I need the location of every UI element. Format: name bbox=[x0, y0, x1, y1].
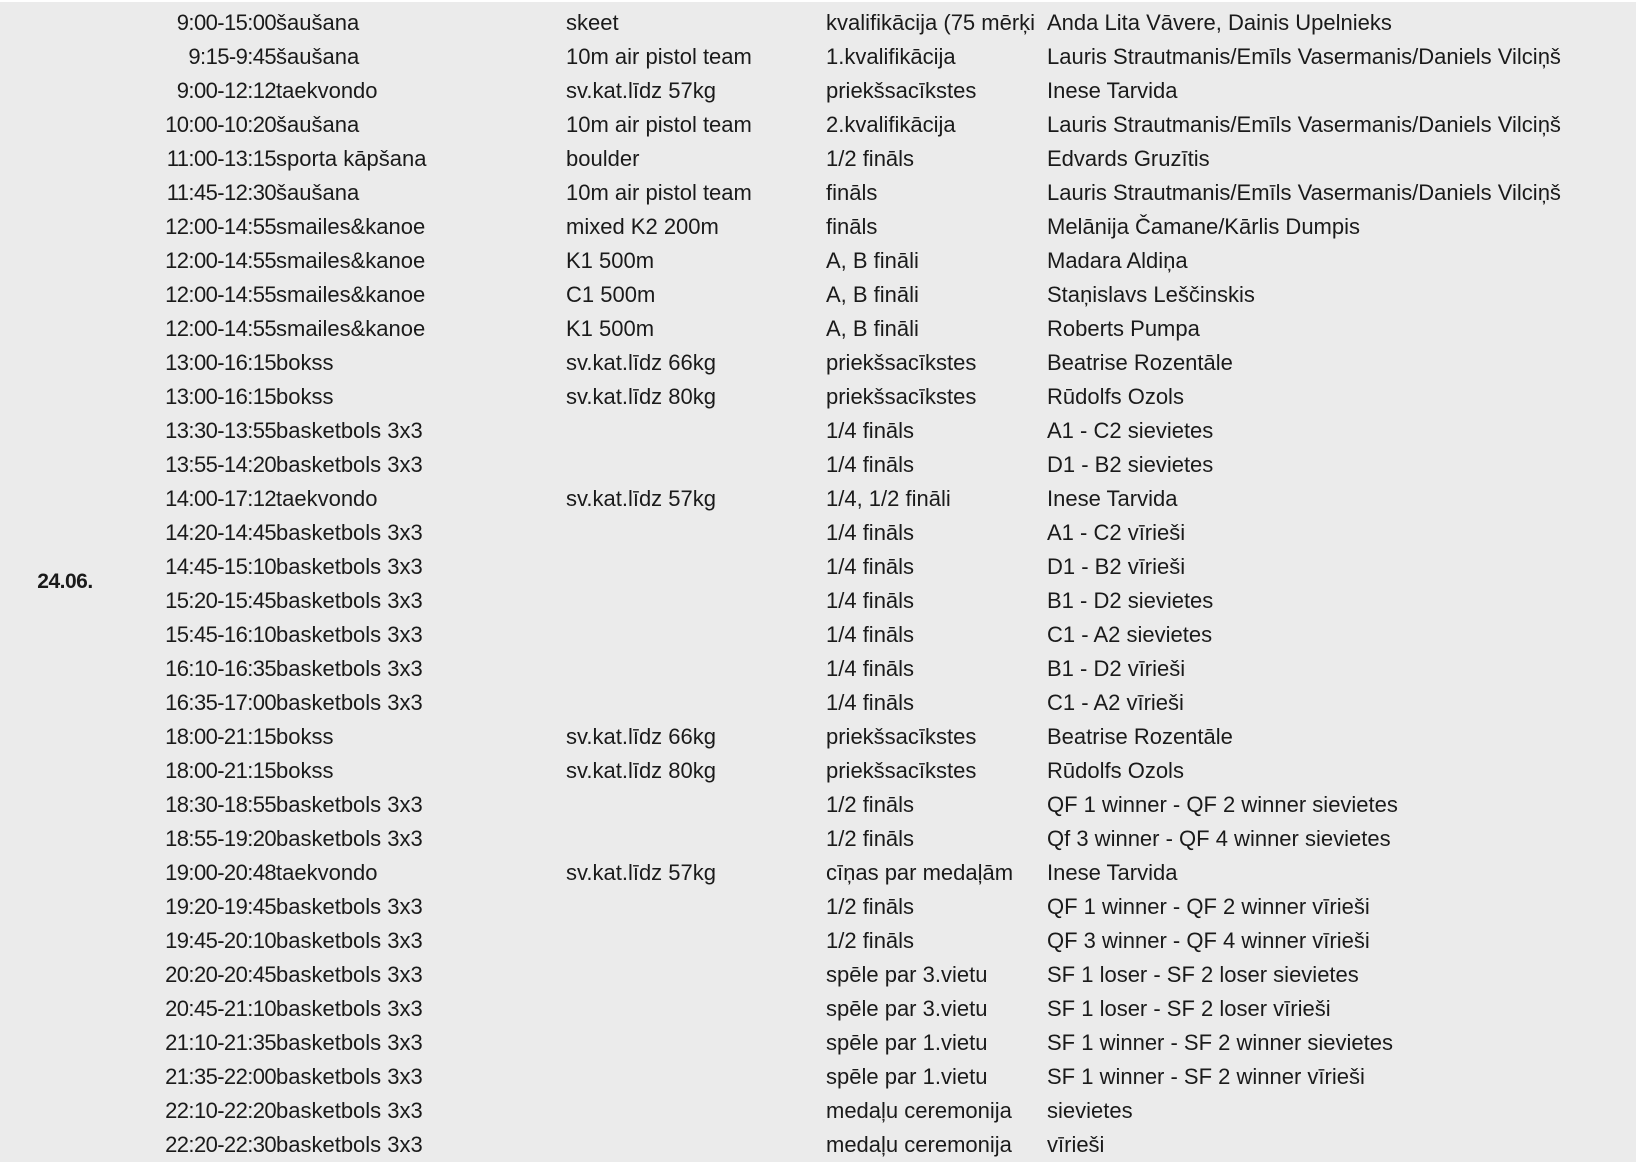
time-cell: 12:00-14:55 bbox=[165, 316, 276, 341]
discipline-cell bbox=[566, 550, 826, 584]
athlete-cell: C1 - A2 sievietes bbox=[1047, 622, 1213, 647]
athlete-cell: QF 1 winner - QF 2 winner sievietes bbox=[1047, 792, 1398, 817]
stage-cell: spēle par 1.vietu bbox=[826, 1030, 988, 1055]
time-cell: 18:00-21:15 bbox=[165, 758, 276, 783]
sport-cell: basketbols 3x3 bbox=[276, 962, 423, 987]
discipline-cell: mixed K2 200m bbox=[566, 214, 719, 239]
discipline-cell: sv.kat.līdz 80kg bbox=[566, 384, 716, 409]
discipline-cell: C1 500m bbox=[566, 282, 656, 307]
stage-cell: 1/2 fināls bbox=[826, 826, 915, 851]
schedule-body bbox=[130, 6, 1636, 1162]
time-cell: 14:00-17:12 bbox=[165, 486, 276, 511]
stage-cell: priekšsacīkstes bbox=[826, 384, 977, 409]
table-row bbox=[130, 890, 1636, 924]
table-row bbox=[130, 278, 1636, 312]
stage-cell: 1/2 fināls bbox=[826, 928, 915, 953]
athlete-cell: B1 - D2 vīrieši bbox=[1047, 656, 1186, 681]
time-cell: 19:00-20:48 bbox=[165, 860, 276, 885]
stage-cell: 1/2 fināls bbox=[826, 146, 915, 171]
stage-cell: A, B fināli bbox=[826, 248, 919, 273]
sport-cell: smailes&kanoe bbox=[276, 214, 426, 239]
table-row bbox=[130, 584, 1636, 618]
stage-cell: 1/4 fināls bbox=[826, 418, 915, 443]
time-cell: 22:10-22:20 bbox=[165, 1098, 276, 1123]
time-cell: 15:45-16:10 bbox=[165, 622, 276, 647]
time-cell: 9:00-15:00 bbox=[176, 10, 276, 35]
sport-cell: basketbols 3x3 bbox=[276, 520, 423, 545]
table-row bbox=[130, 1094, 1636, 1128]
discipline-cell bbox=[566, 414, 826, 448]
stage-cell: medaļu ceremonija bbox=[826, 1132, 1012, 1157]
time-cell: 14:20-14:45 bbox=[165, 520, 276, 545]
stage-cell: A, B fināli bbox=[826, 316, 919, 341]
time-cell: 16:35-17:00 bbox=[165, 690, 276, 715]
time-cell: 14:45-15:10 bbox=[165, 554, 276, 579]
sport-cell: šaušana bbox=[276, 180, 360, 205]
table-row bbox=[130, 686, 1636, 720]
time-cell: 11:45-12:30 bbox=[166, 180, 276, 205]
table-row bbox=[130, 754, 1636, 788]
athlete-cell: C1 - A2 vīrieši bbox=[1047, 690, 1184, 715]
schedule-table bbox=[130, 6, 1636, 1162]
discipline-cell: sv.kat.līdz 66kg bbox=[566, 724, 716, 749]
athlete-cell: Inese Tarvida bbox=[1047, 78, 1178, 103]
sport-cell: smailes&kanoe bbox=[276, 248, 426, 273]
discipline-cell bbox=[566, 992, 826, 1026]
time-cell: 18:55-19:20 bbox=[165, 826, 276, 851]
discipline-cell bbox=[566, 958, 826, 992]
discipline-cell: skeet bbox=[566, 10, 619, 35]
time-cell: 10:00-10:20 bbox=[165, 112, 276, 137]
athlete-cell: SF 1 loser - SF 2 loser sievietes bbox=[1047, 962, 1359, 987]
table-row bbox=[130, 176, 1636, 210]
sport-cell: basketbols 3x3 bbox=[276, 1064, 423, 1089]
athlete-cell: SF 1 winner - SF 2 winner sievietes bbox=[1047, 1030, 1394, 1055]
discipline-cell bbox=[566, 822, 826, 856]
time-cell: 13:55-14:20 bbox=[165, 452, 276, 477]
athlete-cell: Beatrise Rozentāle bbox=[1047, 724, 1233, 749]
sport-cell: bokss bbox=[276, 350, 334, 375]
table-row bbox=[130, 6, 1636, 40]
time-cell: 11:00-13:15 bbox=[166, 146, 276, 171]
table-row bbox=[130, 1060, 1636, 1094]
sport-cell: bokss bbox=[276, 758, 334, 783]
athlete-cell: Inese Tarvida bbox=[1047, 860, 1178, 885]
discipline-cell bbox=[566, 584, 826, 618]
sport-cell: smailes&kanoe bbox=[276, 282, 426, 307]
table-row bbox=[130, 346, 1636, 380]
sport-cell: bokss bbox=[276, 724, 334, 749]
sport-cell: basketbols 3x3 bbox=[276, 894, 423, 919]
athlete-cell: Inese Tarvida bbox=[1047, 486, 1178, 511]
stage-cell: cīņas par medaļām bbox=[826, 860, 1014, 885]
sport-cell: bokss bbox=[276, 384, 334, 409]
time-cell: 20:20-20:45 bbox=[165, 962, 276, 987]
schedule-sheet bbox=[0, 2, 1636, 1162]
stage-cell: medaļu ceremonija bbox=[826, 1098, 1012, 1123]
athlete-cell: Rūdolfs Ozols bbox=[1047, 384, 1184, 409]
sport-cell: šaušana bbox=[276, 112, 360, 137]
discipline-cell: sv.kat.līdz 66kg bbox=[566, 350, 716, 375]
table-row bbox=[130, 108, 1636, 142]
discipline-cell bbox=[566, 686, 826, 720]
stage-cell: 1/2 fināls bbox=[826, 792, 915, 817]
time-cell: 21:10-21:35 bbox=[165, 1030, 276, 1055]
stage-cell: 1/4 fināls bbox=[826, 452, 915, 477]
stage-cell: fināls bbox=[826, 180, 878, 205]
table-row bbox=[130, 822, 1636, 856]
table-row bbox=[130, 40, 1636, 74]
sport-cell: šaušana bbox=[276, 10, 360, 35]
discipline-cell: K1 500m bbox=[566, 248, 655, 273]
time-cell: 18:30-18:55 bbox=[165, 792, 276, 817]
discipline-cell bbox=[566, 924, 826, 958]
athlete-cell: B1 - D2 sievietes bbox=[1047, 588, 1214, 613]
stage-cell: spēle par 3.vietu bbox=[826, 962, 988, 987]
athlete-cell: Qf 3 winner - QF 4 winner sievietes bbox=[1047, 826, 1391, 851]
sport-cell: smailes&kanoe bbox=[276, 316, 426, 341]
sport-cell: basketbols 3x3 bbox=[276, 928, 423, 953]
sport-cell: basketbols 3x3 bbox=[276, 452, 423, 477]
table-row bbox=[130, 618, 1636, 652]
discipline-cell: 10m air pistol team bbox=[566, 112, 752, 137]
table-row bbox=[130, 720, 1636, 754]
athlete-cell: SF 1 loser - SF 2 loser vīrieši bbox=[1047, 996, 1331, 1021]
discipline-cell bbox=[566, 652, 826, 686]
athlete-cell: A1 - C2 vīrieši bbox=[1047, 520, 1186, 545]
table-row bbox=[130, 244, 1636, 278]
discipline-cell bbox=[566, 890, 826, 924]
table-row bbox=[130, 958, 1636, 992]
table-row bbox=[130, 414, 1636, 448]
sport-cell: taekvondo bbox=[276, 860, 378, 885]
time-cell: 21:35-22:00 bbox=[165, 1064, 276, 1089]
discipline-cell bbox=[566, 516, 826, 550]
athlete-cell: Melānija Čamane/Kārlis Dumpis bbox=[1047, 214, 1361, 239]
athlete-cell: Lauris Strautmanis/Emīls Vasermanis/Daniels Vilciņš bbox=[1047, 112, 1561, 137]
sport-cell: taekvondo bbox=[276, 78, 378, 103]
discipline-cell: boulder bbox=[566, 146, 640, 171]
stage-cell: priekšsacīkstes bbox=[826, 350, 977, 375]
table-row bbox=[130, 380, 1636, 414]
table-row bbox=[130, 788, 1636, 822]
table-row bbox=[130, 992, 1636, 1026]
sport-cell: basketbols 3x3 bbox=[276, 418, 423, 443]
sport-cell: taekvondo bbox=[276, 486, 378, 511]
athlete-cell: Madara Aldiņa bbox=[1047, 248, 1188, 273]
stage-cell: 1/4 fināls bbox=[826, 622, 915, 647]
stage-cell: spēle par 3.vietu bbox=[826, 996, 988, 1021]
discipline-cell bbox=[566, 618, 826, 652]
sport-cell: basketbols 3x3 bbox=[276, 656, 423, 681]
athlete-cell: sievietes bbox=[1047, 1098, 1133, 1123]
athlete-cell: Edvards Gruzītis bbox=[1047, 146, 1210, 171]
discipline-cell: sv.kat.līdz 57kg bbox=[566, 78, 716, 103]
discipline-cell: 10m air pistol team bbox=[566, 44, 752, 69]
athlete-cell: D1 - B2 vīrieši bbox=[1047, 554, 1186, 579]
stage-cell: 1/4 fināls bbox=[826, 690, 915, 715]
athlete-cell: Anda Lita Vāvere, Dainis Upelnieks bbox=[1047, 10, 1392, 35]
time-cell: 18:00-21:15 bbox=[165, 724, 276, 749]
discipline-cell bbox=[566, 788, 826, 822]
table-row bbox=[130, 924, 1636, 958]
sport-cell: basketbols 3x3 bbox=[276, 622, 423, 647]
discipline-cell bbox=[566, 1094, 826, 1128]
sport-cell: basketbols 3x3 bbox=[276, 826, 423, 851]
stage-cell: 1/4 fināls bbox=[826, 656, 915, 681]
sport-cell: basketbols 3x3 bbox=[276, 792, 423, 817]
discipline-cell bbox=[566, 1128, 826, 1162]
athlete-cell: D1 - B2 sievietes bbox=[1047, 452, 1214, 477]
time-cell: 20:45-21:10 bbox=[165, 996, 276, 1021]
athlete-cell: Staņislavs Leščinskis bbox=[1047, 282, 1255, 307]
athlete-cell: QF 3 winner - QF 4 winner vīrieši bbox=[1047, 928, 1370, 953]
athlete-cell: Rūdolfs Ozols bbox=[1047, 758, 1184, 783]
discipline-cell: sv.kat.līdz 57kg bbox=[566, 486, 716, 511]
table-row bbox=[130, 652, 1636, 686]
time-cell: 13:30-13:55 bbox=[165, 418, 276, 443]
time-cell: 22:20-22:30 bbox=[165, 1132, 276, 1157]
stage-cell: 1/4 fināls bbox=[826, 554, 915, 579]
sport-cell: basketbols 3x3 bbox=[276, 554, 423, 579]
time-cell: 13:00-16:15 bbox=[165, 384, 276, 409]
table-row bbox=[130, 210, 1636, 244]
stage-cell: spēle par 1.vietu bbox=[826, 1064, 988, 1089]
stage-cell: 2.kvalifikācija bbox=[826, 112, 956, 137]
athlete-cell: Beatrise Rozentāle bbox=[1047, 350, 1233, 375]
time-cell: 15:20-15:45 bbox=[165, 588, 276, 613]
sport-cell: basketbols 3x3 bbox=[276, 1098, 423, 1123]
athlete-cell: Lauris Strautmanis/Emīls Vasermanis/Daniels Vilciņš bbox=[1047, 44, 1561, 69]
stage-cell: 1/4, 1/2 fināli bbox=[826, 486, 951, 511]
athlete-cell: Lauris Strautmanis/Emīls Vasermanis/Daniels Vilciņš bbox=[1047, 180, 1561, 205]
table-row bbox=[130, 1026, 1636, 1060]
time-cell: 12:00-14:55 bbox=[165, 214, 276, 239]
table-row bbox=[130, 448, 1636, 482]
time-cell: 12:00-14:55 bbox=[165, 282, 276, 307]
stage-cell: 1/4 fināls bbox=[826, 520, 915, 545]
table-row bbox=[130, 312, 1636, 346]
table-row bbox=[130, 856, 1636, 890]
time-cell: 12:00-14:55 bbox=[165, 248, 276, 273]
sport-cell: basketbols 3x3 bbox=[276, 588, 423, 613]
table-row bbox=[130, 516, 1636, 550]
stage-cell: priekšsacīkstes bbox=[826, 724, 977, 749]
sport-cell: šaušana bbox=[276, 44, 360, 69]
discipline-cell bbox=[566, 448, 826, 482]
athlete-cell: SF 1 winner - SF 2 winner vīrieši bbox=[1047, 1064, 1365, 1089]
sport-cell: basketbols 3x3 bbox=[276, 996, 423, 1021]
table-row bbox=[130, 1128, 1636, 1162]
table-row bbox=[130, 142, 1636, 176]
sport-cell: basketbols 3x3 bbox=[276, 690, 423, 715]
discipline-cell: sv.kat.līdz 57kg bbox=[566, 860, 716, 885]
athlete-cell: Roberts Pumpa bbox=[1047, 316, 1200, 341]
stage-cell: fināls bbox=[826, 214, 878, 239]
time-cell: 16:10-16:35 bbox=[165, 656, 276, 681]
table-row bbox=[130, 550, 1636, 584]
athlete-cell: A1 - C2 sievietes bbox=[1047, 418, 1214, 443]
sport-cell: basketbols 3x3 bbox=[276, 1132, 423, 1157]
sport-cell: sporta kāpšana bbox=[276, 146, 427, 171]
sport-cell: basketbols 3x3 bbox=[276, 1030, 423, 1055]
table-row bbox=[130, 74, 1636, 108]
discipline-cell bbox=[566, 1026, 826, 1060]
date-cell: 24.06. bbox=[37, 570, 93, 593]
time-cell: 19:20-19:45 bbox=[165, 894, 276, 919]
time-cell: 9:15-9:45 bbox=[188, 44, 276, 69]
discipline-cell: 10m air pistol team bbox=[566, 180, 752, 205]
time-cell: 9:00-12:12 bbox=[176, 78, 276, 103]
stage-cell: priekšsacīkstes bbox=[826, 758, 977, 783]
stage-cell: priekšsacīkstes bbox=[826, 78, 977, 103]
discipline-cell bbox=[566, 1060, 826, 1094]
table-row bbox=[130, 482, 1636, 516]
time-cell: 13:00-16:15 bbox=[165, 350, 276, 375]
discipline-cell: K1 500m bbox=[566, 316, 655, 341]
stage-cell: 1/2 fināls bbox=[826, 894, 915, 919]
stage-cell: A, B fināli bbox=[826, 282, 919, 307]
stage-cell: kvalifikācija (75 mērķi bbox=[826, 10, 1036, 35]
athlete-cell: QF 1 winner - QF 2 winner vīrieši bbox=[1047, 894, 1370, 919]
time-cell: 19:45-20:10 bbox=[165, 928, 276, 953]
stage-cell: 1/4 fināls bbox=[826, 588, 915, 613]
stage-cell: 1.kvalifikācija bbox=[826, 44, 956, 69]
discipline-cell: sv.kat.līdz 80kg bbox=[566, 758, 716, 783]
athlete-cell: vīrieši bbox=[1047, 1132, 1105, 1157]
